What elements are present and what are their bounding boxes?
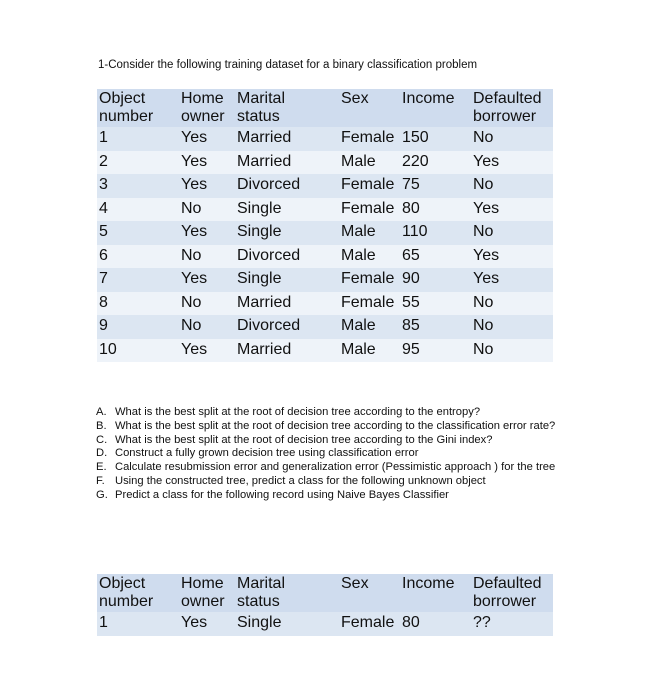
intro-text: 1-Consider the following training dataset for a binary classification problem — [98, 59, 478, 71]
table-cell: 95 — [400, 339, 471, 363]
column-header — [471, 89, 553, 127]
table-cell: Female — [339, 612, 400, 636]
table-cell: Divorced — [235, 174, 339, 198]
header-line: Marital — [237, 575, 286, 592]
table-cell: Yes — [179, 127, 235, 151]
header-line: Defaulted — [473, 90, 542, 107]
header-line: status — [237, 593, 280, 610]
table-cell: Male — [339, 245, 400, 269]
table-row — [97, 268, 553, 292]
header-line: borrower — [473, 593, 537, 610]
table-cell: Female — [339, 292, 400, 316]
question-text: What is the best split at the root of decision tree according to the entropy? — [115, 406, 481, 418]
header-row — [97, 574, 553, 612]
header-line: Sex — [341, 575, 369, 592]
table-cell: Divorced — [235, 315, 339, 339]
query-record-table — [97, 574, 553, 636]
header-line: Home — [181, 90, 224, 107]
table-row — [97, 315, 553, 339]
question-letter: D. — [96, 447, 108, 460]
column-header — [179, 89, 235, 127]
question-item — [96, 447, 576, 461]
table-cell: No — [471, 127, 553, 151]
table-cell: 80 — [400, 612, 471, 636]
table-cell: ?? — [471, 612, 553, 636]
question-text: Using the constructed tree, predict a class for the following unknown object — [115, 474, 486, 487]
question-letter: F. — [96, 474, 105, 487]
table-cell: 9 — [97, 315, 179, 339]
table-cell: 220 — [400, 151, 471, 175]
table-cell: 8 — [97, 292, 179, 316]
question-text: Calculate resubmission error and generalization error (Pessimistic approach ) for the tree — [115, 461, 556, 474]
header-line: owner — [181, 593, 225, 610]
table-cell: Yes — [471, 151, 553, 175]
column-header — [339, 89, 400, 127]
table-cell: Yes — [179, 221, 235, 245]
table-cell: Yes — [179, 174, 235, 198]
header-line: borrower — [473, 108, 537, 125]
header-line: Object — [99, 90, 146, 107]
table-cell: No — [471, 315, 553, 339]
table-row — [97, 174, 553, 198]
table-row — [97, 339, 553, 363]
table-cell: Yes — [179, 339, 235, 363]
column-header — [339, 574, 400, 612]
column-header — [235, 89, 339, 127]
header-line: number — [99, 108, 154, 125]
question-letter: A. — [96, 406, 107, 418]
header-line: Marital — [237, 90, 286, 107]
table-cell: 65 — [400, 245, 471, 269]
table-row — [97, 221, 553, 245]
table-cell: 6 — [97, 245, 179, 269]
table-cell: Yes — [471, 268, 553, 292]
training-dataset-table — [97, 89, 553, 362]
table-cell: Male — [339, 339, 400, 363]
question-letter: G. — [96, 488, 108, 501]
question-text: Construct a fully grown decision tree using classification error — [115, 447, 419, 460]
table-cell: No — [179, 245, 235, 269]
header-row — [97, 89, 553, 127]
column-header — [400, 89, 471, 127]
question-text: Predict a class for the following record using Naive Bayes Classifier — [115, 488, 449, 501]
table-cell: No — [471, 174, 553, 198]
column-header — [97, 574, 179, 612]
table-cell: 10 — [97, 339, 179, 363]
header-line: Home — [181, 575, 224, 592]
question-list — [96, 406, 576, 503]
table-cell: Divorced — [235, 245, 339, 269]
question-item — [96, 434, 576, 448]
table-cell: 1 — [97, 127, 179, 151]
header-line: status — [237, 108, 280, 125]
column-header — [235, 574, 339, 612]
header-line — [341, 108, 398, 126]
question-item — [96, 420, 576, 434]
table-cell: 5 — [97, 221, 179, 245]
table-cell: Female — [339, 127, 400, 151]
header-line: Income — [402, 575, 455, 592]
table-cell: Yes — [179, 612, 235, 636]
table-row — [97, 245, 553, 269]
table-cell: Male — [339, 151, 400, 175]
table-cell: No — [179, 292, 235, 316]
table-cell: 90 — [400, 268, 471, 292]
table-cell: 3 — [97, 174, 179, 198]
table-cell: Female — [339, 268, 400, 292]
header-line: number — [99, 593, 154, 610]
table-cell: No — [179, 198, 235, 222]
header-line — [402, 593, 469, 611]
header-line: Defaulted — [473, 575, 542, 592]
table-row — [97, 127, 553, 151]
table-cell: Married — [235, 292, 339, 316]
table-cell: No — [471, 292, 553, 316]
table-cell: Yes — [471, 245, 553, 269]
table-cell: No — [179, 315, 235, 339]
table-cell: 80 — [400, 198, 471, 222]
table-row — [97, 198, 553, 222]
table-cell: Married — [235, 339, 339, 363]
table-row — [97, 612, 553, 636]
table-row — [97, 151, 553, 175]
table-cell: No — [471, 221, 553, 245]
table-cell: Single — [235, 221, 339, 245]
table-cell: 85 — [400, 315, 471, 339]
table-cell: Male — [339, 315, 400, 339]
header-line — [402, 108, 469, 126]
table-cell: 7 — [97, 268, 179, 292]
table-cell: Female — [339, 198, 400, 222]
question-item — [96, 475, 576, 489]
table-cell: Single — [235, 612, 339, 636]
table-cell: 75 — [400, 174, 471, 198]
table-cell: Married — [235, 151, 339, 175]
table-cell: No — [471, 339, 553, 363]
question-letter: E. — [96, 461, 107, 474]
question-letter: C. — [96, 433, 108, 446]
table-cell: Yes — [179, 268, 235, 292]
question-text: What is the best split at the root of decision tree according to the classification error rate? — [115, 419, 556, 432]
table-cell: Male — [339, 221, 400, 245]
table-cell: Female — [339, 174, 400, 198]
header-line: Income — [402, 90, 455, 107]
header-line — [341, 593, 398, 611]
table-cell: Yes — [179, 151, 235, 175]
header-line: owner — [181, 108, 225, 125]
table-cell: Yes — [471, 198, 553, 222]
column-header — [179, 574, 235, 612]
table-cell: 1 — [97, 612, 179, 636]
question-item — [96, 489, 576, 503]
column-header — [400, 574, 471, 612]
question-item — [96, 406, 576, 420]
column-header — [97, 89, 179, 127]
table-cell: 150 — [400, 127, 471, 151]
table-cell: Married — [235, 127, 339, 151]
table-cell: 2 — [97, 151, 179, 175]
header-line: Sex — [341, 90, 369, 107]
question-text: What is the best split at the root of decision tree according to the Gini index? — [115, 433, 493, 446]
column-header — [471, 574, 553, 612]
question-letter: B. — [96, 419, 107, 432]
table-cell: Single — [235, 198, 339, 222]
table-cell: 110 — [400, 221, 471, 245]
table-cell: Single — [235, 268, 339, 292]
table-cell: 4 — [97, 198, 179, 222]
table-cell: 55 — [400, 292, 471, 316]
table-row — [97, 292, 553, 316]
header-line: Object — [99, 575, 146, 592]
question-item — [96, 461, 576, 475]
